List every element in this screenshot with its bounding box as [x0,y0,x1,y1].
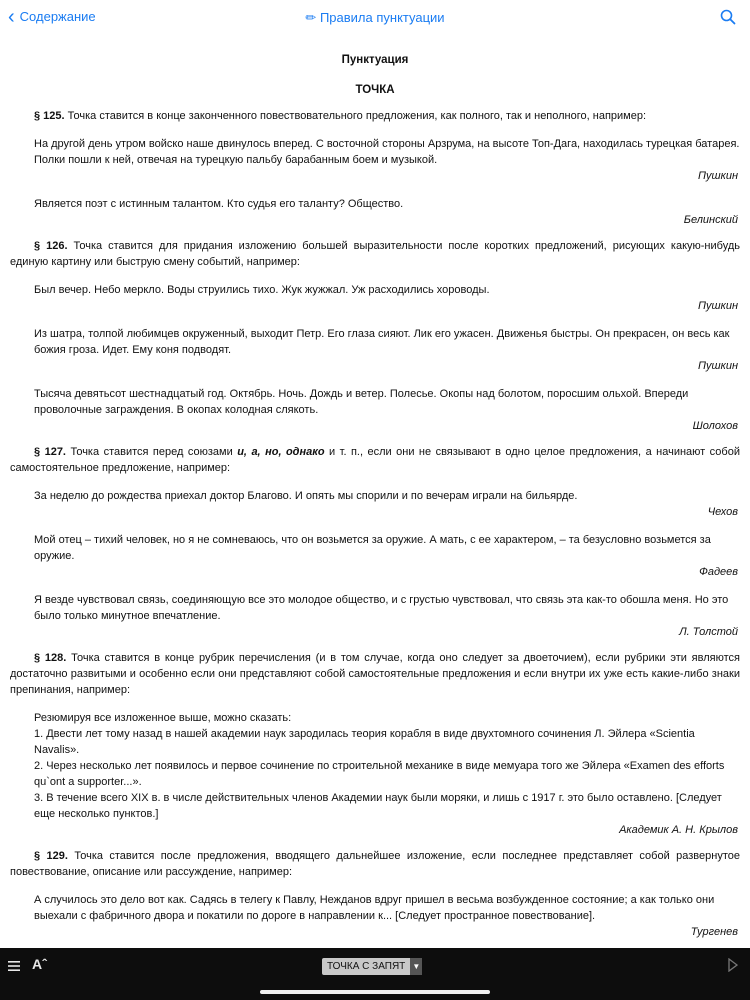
page-title-text: Правила пунктуации [319,10,445,25]
example [0,282,750,314]
example-text: Был вечер. Небо меркло. Воды струились тихо. Жук жужжал. Уж расходились хороводы. [34,284,490,296]
menu-icon[interactable] [8,960,20,972]
example-author: Пушкин [698,360,738,372]
example-author: Чехов [707,506,738,518]
example-author: Тургенев [690,926,738,938]
example [0,592,750,640]
rule-text: Точка ставится в конце законченного повествовательного предложения, как полного, так и неполного, например: [64,110,647,122]
example-text: За неделю до рождества приехал доктор Благово. И опять мы спорили и по вечерам играли на бильярде. [34,490,578,502]
example-line: 1. Двести лет тому назад в нашей академии наук зародилась теория корабля в виде двухтомного сочинения Л. Эйлера «Scientia Navalis». [34,728,695,756]
example-line: Резюмируя все изложенное выше, можно сказать: [34,712,292,724]
example-line: 2. Через несколько лет появилось и первое сочинение по строительной механике в виде мемуара того же Эйлера «Examen des efforts qu`ont a supporter...». [34,760,725,788]
top-navigation-bar [0,0,750,36]
example [0,196,750,228]
section-subheading: ТОЧКА [355,84,395,96]
example-text: Из шатра, толпой любимцев окруженный, выходит Петр. Его глаза сияют. Лик его ужасен. Движенья быстры. Он прекрасен, он весь как божия гроза. Идет. Ему коня подводят. [34,328,730,356]
font-size-button[interactable]: Aˆ [32,956,47,972]
example [0,532,750,580]
example [0,710,750,838]
example-text: Я везде чувствовал связь, соединяющую все это молодое общество, и с грустью чувствовал, что связь эта как-то обошла меня. Но это было только минутное впечатление. [34,594,729,622]
example-text: Мой отец – тихий человек, но я не сомневаюсь, что он возьмется за оружие. А мать, с ее характером, – та безусловно возьмется за оружие. [34,534,711,562]
example-author: Пушкин [698,170,738,182]
example-author: Фадеев [699,566,738,578]
conjunctions: и, а, но, однако [237,446,325,458]
play-icon[interactable] [728,958,738,972]
section-selector[interactable] [322,958,422,975]
example-text: Тысяча девятьсот шестнадцатый год. Октябрь. Ночь. Дождь и ветер. Полесье. Окопы над болотом, поросшим ольхой. Впереди проволочные заграждения. В окопах колодная слякоть. [34,388,689,416]
example [0,488,750,520]
search-icon[interactable] [720,9,736,25]
document-content [0,36,750,948]
pencil-icon: ✏ [305,10,317,25]
rule-number: § 129. [34,850,68,862]
rule-paragraph [0,238,750,270]
section-selector-label: ТОЧКА С ЗАПЯТ [327,961,406,972]
example-author: Пушкин [698,300,738,312]
example [0,326,750,374]
rule-number: § 126. [34,240,68,252]
example-author: Шолохов [692,420,738,432]
rule-paragraph [0,650,750,698]
example-text: А случилось это дело вот как. Садясь в телегу к Павлу, Нежданов вдруг пришел в весьма возбужденное состояние; а как только они выехали с фабричного двора и покатили по дороге в направлении к... [Следует пространное повествование]. [34,894,715,922]
example [0,892,750,940]
rule-number: § 125. [34,110,65,122]
example [0,386,750,434]
example-author: Белинский [683,214,738,226]
example [0,136,750,184]
rule-text: и т. п., если они не связывают в одно целое предложения, а начинают собой самостоятельное предложение, например: [10,446,740,474]
rule-text: Точка ставится после предложения, вводящего дальнейшее изложение, если последнее представляет собой развернутое повествование, описание или рассуждение, например: [10,850,740,878]
rule-number: § 127. [34,446,66,458]
rule-paragraph [0,108,750,124]
rule-text: Точка ставится перед союзами [66,446,238,458]
rule-paragraph [0,444,750,476]
rule-text: Точка ставится для придания изложению большей выразительности после коротких предложений, рисующих какую-нибудь единую картину или быструю смену событий, например: [10,240,740,268]
example-text: На другой день утром войско наше двинулось вперед. С восточной стороны Арзрума, на высоте Топ-Дага, находилась турецкая батарея. Полки пошли к ней, отвечая на турецкую пальбу барабанным боем и музыкой. [34,138,740,166]
page-title [0,5,750,28]
example-line: 3. В течение всего XIX в. в числе действительных членов Академии наук были моряки, и лишь с 1917 г. это было оставлено. [Следует еще несколько пунктов.] [34,792,722,820]
example-author: Л. Толстой [679,626,738,638]
example-text: Является поэт с истинным талантом. Кто судья его таланту? Общество. [34,198,404,210]
rule-paragraph [0,848,750,880]
chevron-left-icon: ‹ [8,5,15,28]
back-button-label: Содержание [19,9,96,24]
section-heading: Пунктуация [341,54,409,66]
rule-text: Точка ставится в конце рубрик перечисления (и в том случае, когда оно следует за двоеточием), если рубрики эти являются достаточно развитыми и особенно если они представляют собой самостоятельные предложения и если внутри их уже есть какие-либо знаки препинания, например: [10,652,740,696]
home-indicator [260,990,490,994]
example-author: Академик А. Н. Крылов [619,824,738,836]
rule-number: § 128. [34,652,67,664]
dropdown-arrow-icon: ▼ [410,958,422,975]
